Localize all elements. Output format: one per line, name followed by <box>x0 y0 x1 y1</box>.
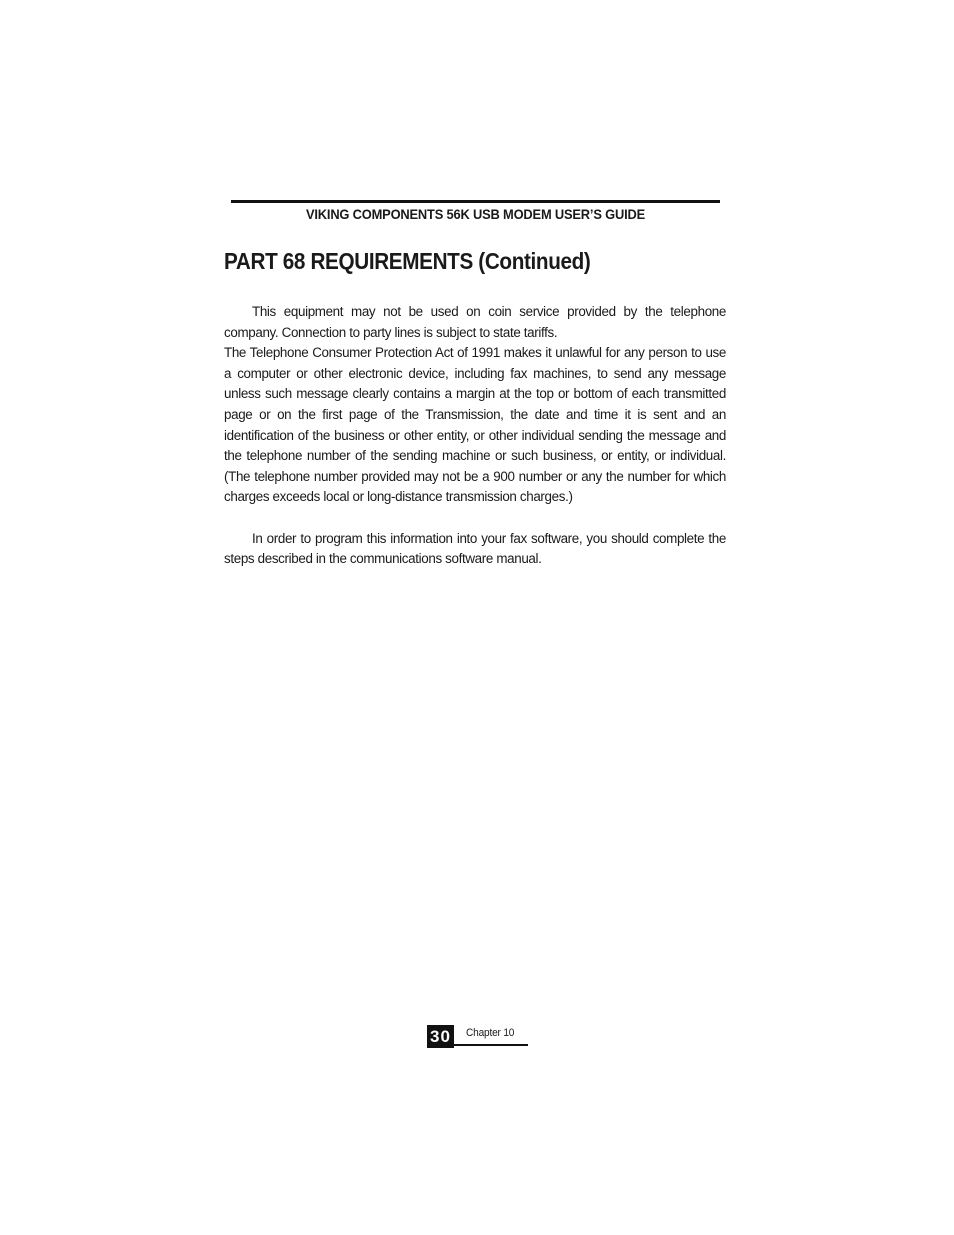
chapter-label: Chapter 10 <box>466 1027 515 1039</box>
running-header: VIKING COMPONENTS 56K USB MODEM USER’S GUIDE <box>306 206 645 222</box>
footer-rule <box>454 1044 528 1046</box>
paragraph-tcpa: The Telephone Consumer Protection Act of 1991 makes it unlawful for any person to use a computer or other electronic device, including fax machines, to send any message unless such message clearly contains a margin at the top or bottom of each transmitted page or on the first page of the Transmission, the date and time it is sent and an identification of the business or other entity, or other individual sending the message and the telephone number of the sending machine or such business, or entity, or individual. (The telephone number provided may not be a 900 number or any the number for which charges exceeds local or long-distance transmission charges.) <box>224 345 726 505</box>
page-footer <box>427 1025 529 1049</box>
page-number: 30 <box>427 1025 454 1048</box>
body-text <box>224 302 726 570</box>
page-title: PART 68 REQUIREMENTS (Continued) <box>224 248 591 274</box>
paragraph-fax-software: In order to program this information into your fax software, you should complete the steps described in the communications software manual. <box>224 530 726 567</box>
paragraph-coin-service: This equipment may not be used on coin service provided by the telephone company. Connection to party lines is subject to state tariffs. <box>224 304 726 340</box>
header-rule <box>231 200 720 203</box>
